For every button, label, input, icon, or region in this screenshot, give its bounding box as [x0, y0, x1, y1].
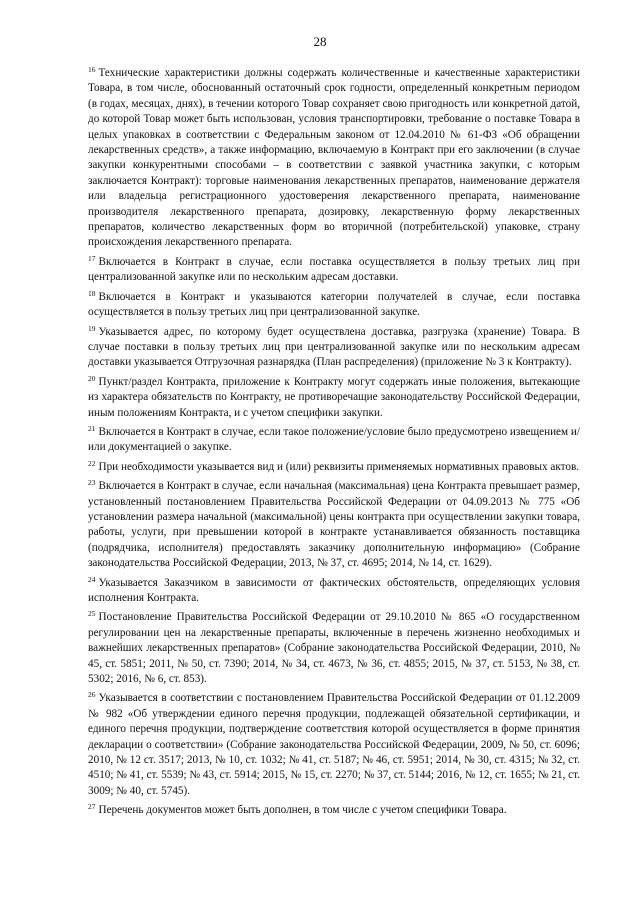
footnote-text: Указывается Заказчиком в зависимости от фактических обстоятельств, определяющих условия исполнения Контракта.: [88, 576, 580, 604]
footnote-text: Включается в Контракт в случае, если поставка осуществляется в пользу третьих лиц при централизованной закупке или по нескольким адресам доставки.: [88, 255, 580, 284]
footnote-number: 24: [88, 574, 96, 584]
footnote-number: 20: [88, 373, 96, 383]
footnote-number: 25: [88, 609, 96, 619]
footnote-number: 21: [88, 423, 96, 433]
footnote-text: Пункт/раздел Контракта, приложение к Контракту могут содержать иные положения, вытекающие из характера обязательств по Контракту, не противоречащие законодательству Российской Федерации, иным положениям Контракта, и с учетом специфики закупки.: [88, 375, 580, 419]
footnote-27: [88, 803, 580, 818]
footnote-text: При необходимости указывается вид и (или) реквизиты применяемых нормативных правовых актов.: [98, 460, 580, 473]
footnote-text: Перечень документов может быть дополнен, в том числе с учетом специфики Товара.: [98, 804, 507, 817]
footnote-21: [88, 425, 580, 456]
footnote-19: [88, 325, 580, 371]
footnote-number: 18: [88, 288, 96, 298]
footnote-number: 22: [88, 458, 96, 468]
footnote-text: Включается в Контракт и указываются категории получателей в случае, если поставка осуществляется в пользу третьих лиц при централизованной закупке.: [88, 290, 580, 319]
footnote-text: Указывается в соответствии с постановлением Правительства Российской Федерации от 01.12.2009 № 982 «Об утверждении единого перечня продукции, подлежащей обязательной сертификации, и единого перечня продукции, подтверждение соответствия которой осуществляется в форме принятия декларации о соответствии» (Собрание законодательства Российской Федерации, 2009, № 50, ст. 6096; 2010, № 12 ст. 3517; 2013, № 10, ст. 1032; № 41, ст. 5187; № 46, ст. 5951; 2014, № 30, ст. 4315; № 32, ст. 4510; № 41, ст. 5539; № 43, ст. 5914; 2015, № 15, ст. 2270; № 37, ст. 5144; 2016, № 12, ст. 1655; № 21, ст. 3009; № 40, ст. 5745).: [88, 692, 580, 797]
footnote-number: 16: [88, 65, 96, 74]
footnote-25: [88, 610, 580, 687]
footnote-text: Включается в Контракт в случае, если начальная (максимальная) цена Контракта превышает размер, установленный постановлением Правительства Российской Федерации от 04.09.2013 № 775 «Об установлении размера начальной (максимальной) цены контракта при осуществлении закупки товара, работы, услуги, при превышении которой в контракте устанавливается обязанность поставщика (подрядчика, исполнителя) предоставлять заказчику дополнительную информацию» (Собрание законодательства Российской Федерации, 2013, № 37, ст. 4695; 2014, № 14, ст. 1629).: [88, 480, 580, 570]
footnote-26: [88, 691, 580, 799]
footnote-20: [88, 375, 580, 421]
footnote-number: 27: [88, 802, 96, 812]
footnote-text: Постановление Правительства Российской Федерации от 29.10.2010 № 865 «О государственном регулировании цен на лекарственные препараты, включенные в перечень жизненно необходимых и важнейших лекарственных препаратов» (Собрание законодательства Российской Федерации, 2010, № 45, ст. 5851; 2011, № 50, ст. 7390; 2014, № 34, ст. 4673, № 36, ст. 4855; 2015, № 37, ст. 5153, № 38, ст. 5302; 2016, № 6, ст. 853).: [88, 611, 580, 686]
footnote-24: [88, 576, 580, 607]
footnote-18: [88, 290, 580, 321]
footnotes-list: [88, 66, 580, 823]
footnote-number: 19: [88, 323, 96, 333]
footnote-number: 26: [88, 690, 96, 700]
footnote-22: [88, 460, 580, 475]
footnote-text: Указывается адрес, по которому будет осуществлена доставка, разгрузка (хранение) Товара. В случае поставки в пользу третьих лиц при централизованной закупке или по нескольким адресам доставки указывается Отгрузочная разнарядка (План распределения) (приложение № 3 к Контракту).: [88, 325, 580, 369]
footnote-text: Включается в Контракт в случае, если такое положение/условие было предусмотрено извещением и/или документацией о закупке.: [88, 425, 580, 454]
footnote-17: [88, 255, 580, 286]
footnote-number: 17: [88, 253, 96, 263]
page-number: 28: [313, 34, 327, 49]
footnote-16: [88, 66, 580, 251]
footnote-23: [88, 479, 580, 571]
footnote-text: Технические характеристики должны содержать количественные и качественные характеристики Товара, в том числе, обоснованный остаточный срок годности, определенный конкретным периодом (в годах, месяцах, днях), в течении которого Товар сохраняет свою пригодность или конкретной датой, до которой Товар может быть использован, условия транспортировки, требование о поставке Товара в целых упаковках в соответствии с Федеральным законом от 12.04.2010 № 61-ФЗ «Об обращении лекарственных средств», а также информацию, включаемую в Контракт при его заключении (в случае закупки конкурентными способами – в соответствии с заявкой участника закупки, с которым заключается Контракт): торговые наименования лекарственных препаратов, наименование держателя или владельца регистрационного удостоверения лекарственного препарата, наименование производителя лекарственного препарата, дозировку, лекарственную форму лекарственных препаратов, количество лекарственных форм во вторичной (потребительской) упаковке, страну происхождения лекарственного препарата.: [88, 67, 580, 249]
footnote-number: 23: [88, 478, 96, 488]
